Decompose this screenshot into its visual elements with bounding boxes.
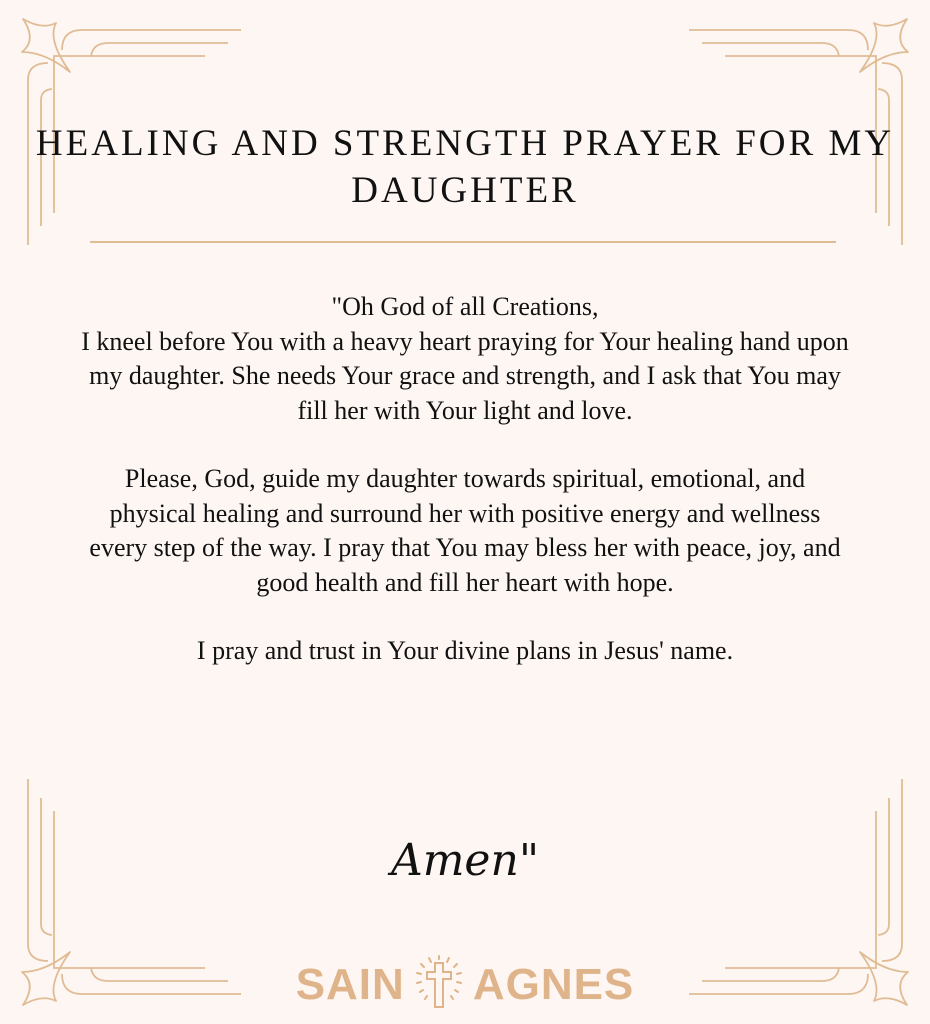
page-title: HEALING AND STRENGTH PRAYER FOR MY DAUGHTER bbox=[35, 123, 895, 211]
saint-agnes-logo bbox=[0, 955, 930, 1015]
prayer-paragraph: Please, God, guide my daughter towards spiritual, emotional, and physical healing and surround her with positive energy and wellness every step of the way. I pray that You may bless her with peace, joy, and good health and fill her heart with hope. bbox=[89, 464, 841, 597]
prayer-closing: Amen" bbox=[390, 835, 540, 886]
logo-text-right: AGNES bbox=[472, 960, 635, 1009]
cross-icon bbox=[409, 955, 469, 1015]
title-divider bbox=[90, 241, 836, 243]
prayer-body bbox=[80, 290, 850, 703]
logo-text-left: SAIN bbox=[295, 960, 405, 1009]
prayer-paragraph: "Oh God of all Creations, I kneel before You with a heavy heart praying for Your healing hand upon my daughter. She needs Your grace and strength, and I ask that You may fill her with Your light and love. bbox=[81, 292, 849, 425]
prayer-paragraph: I pray and trust in Your divine plans in Jesus' name. bbox=[196, 636, 734, 665]
